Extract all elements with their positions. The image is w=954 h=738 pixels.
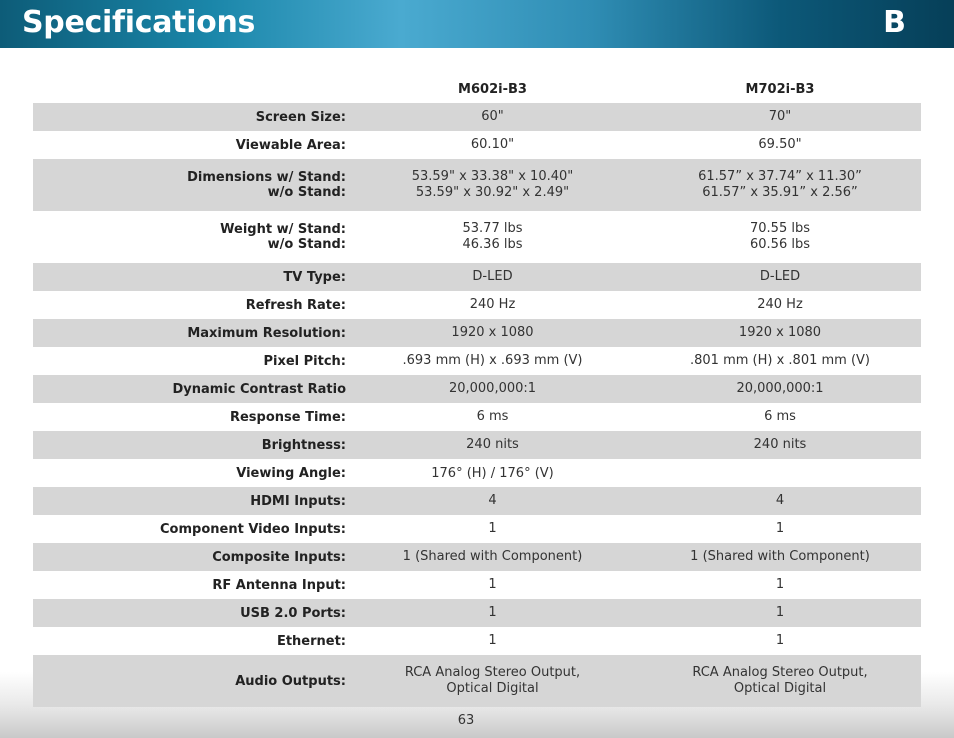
table-row bbox=[33, 627, 921, 655]
table-row bbox=[33, 211, 921, 263]
row-label: Refresh Rate: bbox=[245, 297, 346, 313]
value-m602: 1 bbox=[488, 633, 497, 648]
value-m602: 1 bbox=[488, 577, 497, 592]
table-row bbox=[33, 159, 921, 211]
row-label: RF Antenna Input: bbox=[212, 577, 346, 593]
row-label-line1: Dimensions w/ Stand: bbox=[187, 170, 346, 185]
row-label bbox=[33, 222, 346, 252]
table-row bbox=[33, 375, 921, 403]
value-m602: 1 bbox=[488, 521, 497, 536]
value-line1: 53.77 lbs bbox=[462, 221, 523, 236]
table-row bbox=[33, 543, 921, 571]
row-label: Pixel Pitch: bbox=[263, 353, 346, 369]
row-label: Brightness: bbox=[261, 437, 346, 453]
row-label: Dynamic Contrast Ratio bbox=[172, 381, 346, 397]
value-line1: 70.55 lbs bbox=[750, 221, 810, 236]
value-m602: 240 nits bbox=[466, 437, 519, 452]
value-m602 bbox=[346, 169, 639, 201]
value-line1: RCA Analog Stereo Output, bbox=[404, 665, 581, 680]
row-label: USB 2.0 Ports: bbox=[240, 605, 346, 621]
value-m702: 240 Hz bbox=[757, 297, 803, 312]
value-m602: .693 mm (H) x .693 mm (V) bbox=[402, 353, 583, 368]
table-row bbox=[33, 103, 921, 131]
value-line1: 53.59" x 33.38" x 10.40" bbox=[411, 169, 574, 184]
value-m702: 70" bbox=[768, 109, 792, 124]
value-line1: RCA Analog Stereo Output, bbox=[692, 665, 868, 680]
value-m702: 240 nits bbox=[753, 437, 807, 452]
page-number: 63 bbox=[457, 713, 475, 728]
value-m602: 1920 x 1080 bbox=[451, 325, 534, 340]
table-row bbox=[33, 319, 921, 347]
table-row bbox=[33, 291, 921, 319]
table-row bbox=[33, 515, 921, 543]
value-line1: 61.57” x 37.74” x 11.30” bbox=[698, 169, 862, 184]
row-label: Composite Inputs: bbox=[212, 549, 346, 565]
value-m602: 4 bbox=[488, 493, 497, 508]
table-row bbox=[33, 571, 921, 599]
value-both-models: 176° (H) / 176° (V) bbox=[431, 465, 554, 481]
value-line2: 61.57” x 35.91” x 2.56” bbox=[702, 185, 858, 200]
value-m602: 60.10" bbox=[470, 137, 515, 152]
row-label: Screen Size: bbox=[255, 109, 346, 125]
value-m702: 6 ms bbox=[764, 409, 796, 424]
row-label: Response Time: bbox=[229, 409, 346, 425]
page-title: Specifications bbox=[22, 5, 256, 40]
row-label: Component Video Inputs: bbox=[160, 521, 346, 537]
table-row bbox=[33, 599, 921, 627]
value-line2: Optical Digital bbox=[446, 681, 539, 696]
row-label-line2: w/o Stand: bbox=[267, 185, 346, 200]
row-label-line2: w/o Stand: bbox=[267, 237, 346, 252]
row-label: Audio Outputs: bbox=[235, 673, 346, 689]
value-m702: 20,000,000:1 bbox=[736, 381, 824, 396]
value-m602: 6 ms bbox=[476, 409, 509, 424]
row-label: TV Type: bbox=[283, 269, 346, 285]
value-m702: 1 bbox=[775, 605, 785, 620]
column-header-m702: M702i-B3 bbox=[745, 81, 815, 97]
value-line2: Optical Digital bbox=[733, 681, 827, 696]
value-m602: 20,000,000:1 bbox=[448, 381, 537, 396]
value-m602 bbox=[346, 665, 639, 697]
row-label-line1: Weight w/ Stand: bbox=[220, 222, 346, 237]
table-row bbox=[33, 403, 921, 431]
value-m702: 1 (Shared with Component) bbox=[690, 549, 870, 564]
table-row bbox=[33, 131, 921, 159]
row-label: Viewable Area: bbox=[235, 137, 346, 153]
column-header-m602: M602i-B3 bbox=[458, 81, 527, 97]
row-label: Viewing Angle: bbox=[236, 465, 346, 481]
table-row bbox=[33, 655, 921, 707]
row-label: Ethernet: bbox=[276, 633, 346, 649]
table-row bbox=[33, 459, 921, 487]
value-m702: 1 bbox=[775, 633, 785, 648]
value-m702 bbox=[639, 169, 921, 201]
value-m602: 240 Hz bbox=[469, 297, 516, 312]
table-row bbox=[33, 263, 921, 291]
specifications-table bbox=[33, 76, 921, 707]
value-line2: 60.56 lbs bbox=[750, 237, 810, 252]
header-banner bbox=[0, 0, 954, 48]
table-row bbox=[33, 487, 921, 515]
value-m702: 1 bbox=[775, 577, 785, 592]
row-label bbox=[33, 170, 346, 200]
value-m702 bbox=[639, 221, 921, 253]
value-m702 bbox=[639, 665, 921, 697]
value-m702: .801 mm (H) x .801 mm (V) bbox=[690, 353, 870, 368]
value-m602: D-LED bbox=[472, 269, 513, 284]
table-header-row bbox=[33, 76, 921, 103]
value-m702: 1920 x 1080 bbox=[738, 325, 822, 340]
value-m602: 1 (Shared with Component) bbox=[402, 549, 583, 564]
value-m602: 1 bbox=[488, 605, 497, 620]
row-label: Maximum Resolution: bbox=[187, 325, 346, 341]
value-m702: 69.50" bbox=[758, 137, 802, 152]
appendix-letter: B bbox=[883, 5, 906, 40]
value-m702: 1 bbox=[775, 521, 785, 536]
table-row bbox=[33, 431, 921, 459]
row-label: HDMI Inputs: bbox=[250, 493, 346, 509]
value-m702: 4 bbox=[775, 493, 785, 508]
value-m602 bbox=[346, 221, 639, 253]
value-m702: D-LED bbox=[759, 269, 801, 284]
table-row bbox=[33, 347, 921, 375]
value-line2: 53.59" x 30.92" x 2.49" bbox=[415, 185, 570, 200]
value-line2: 46.36 lbs bbox=[462, 237, 523, 252]
value-m602: 60" bbox=[481, 109, 504, 124]
